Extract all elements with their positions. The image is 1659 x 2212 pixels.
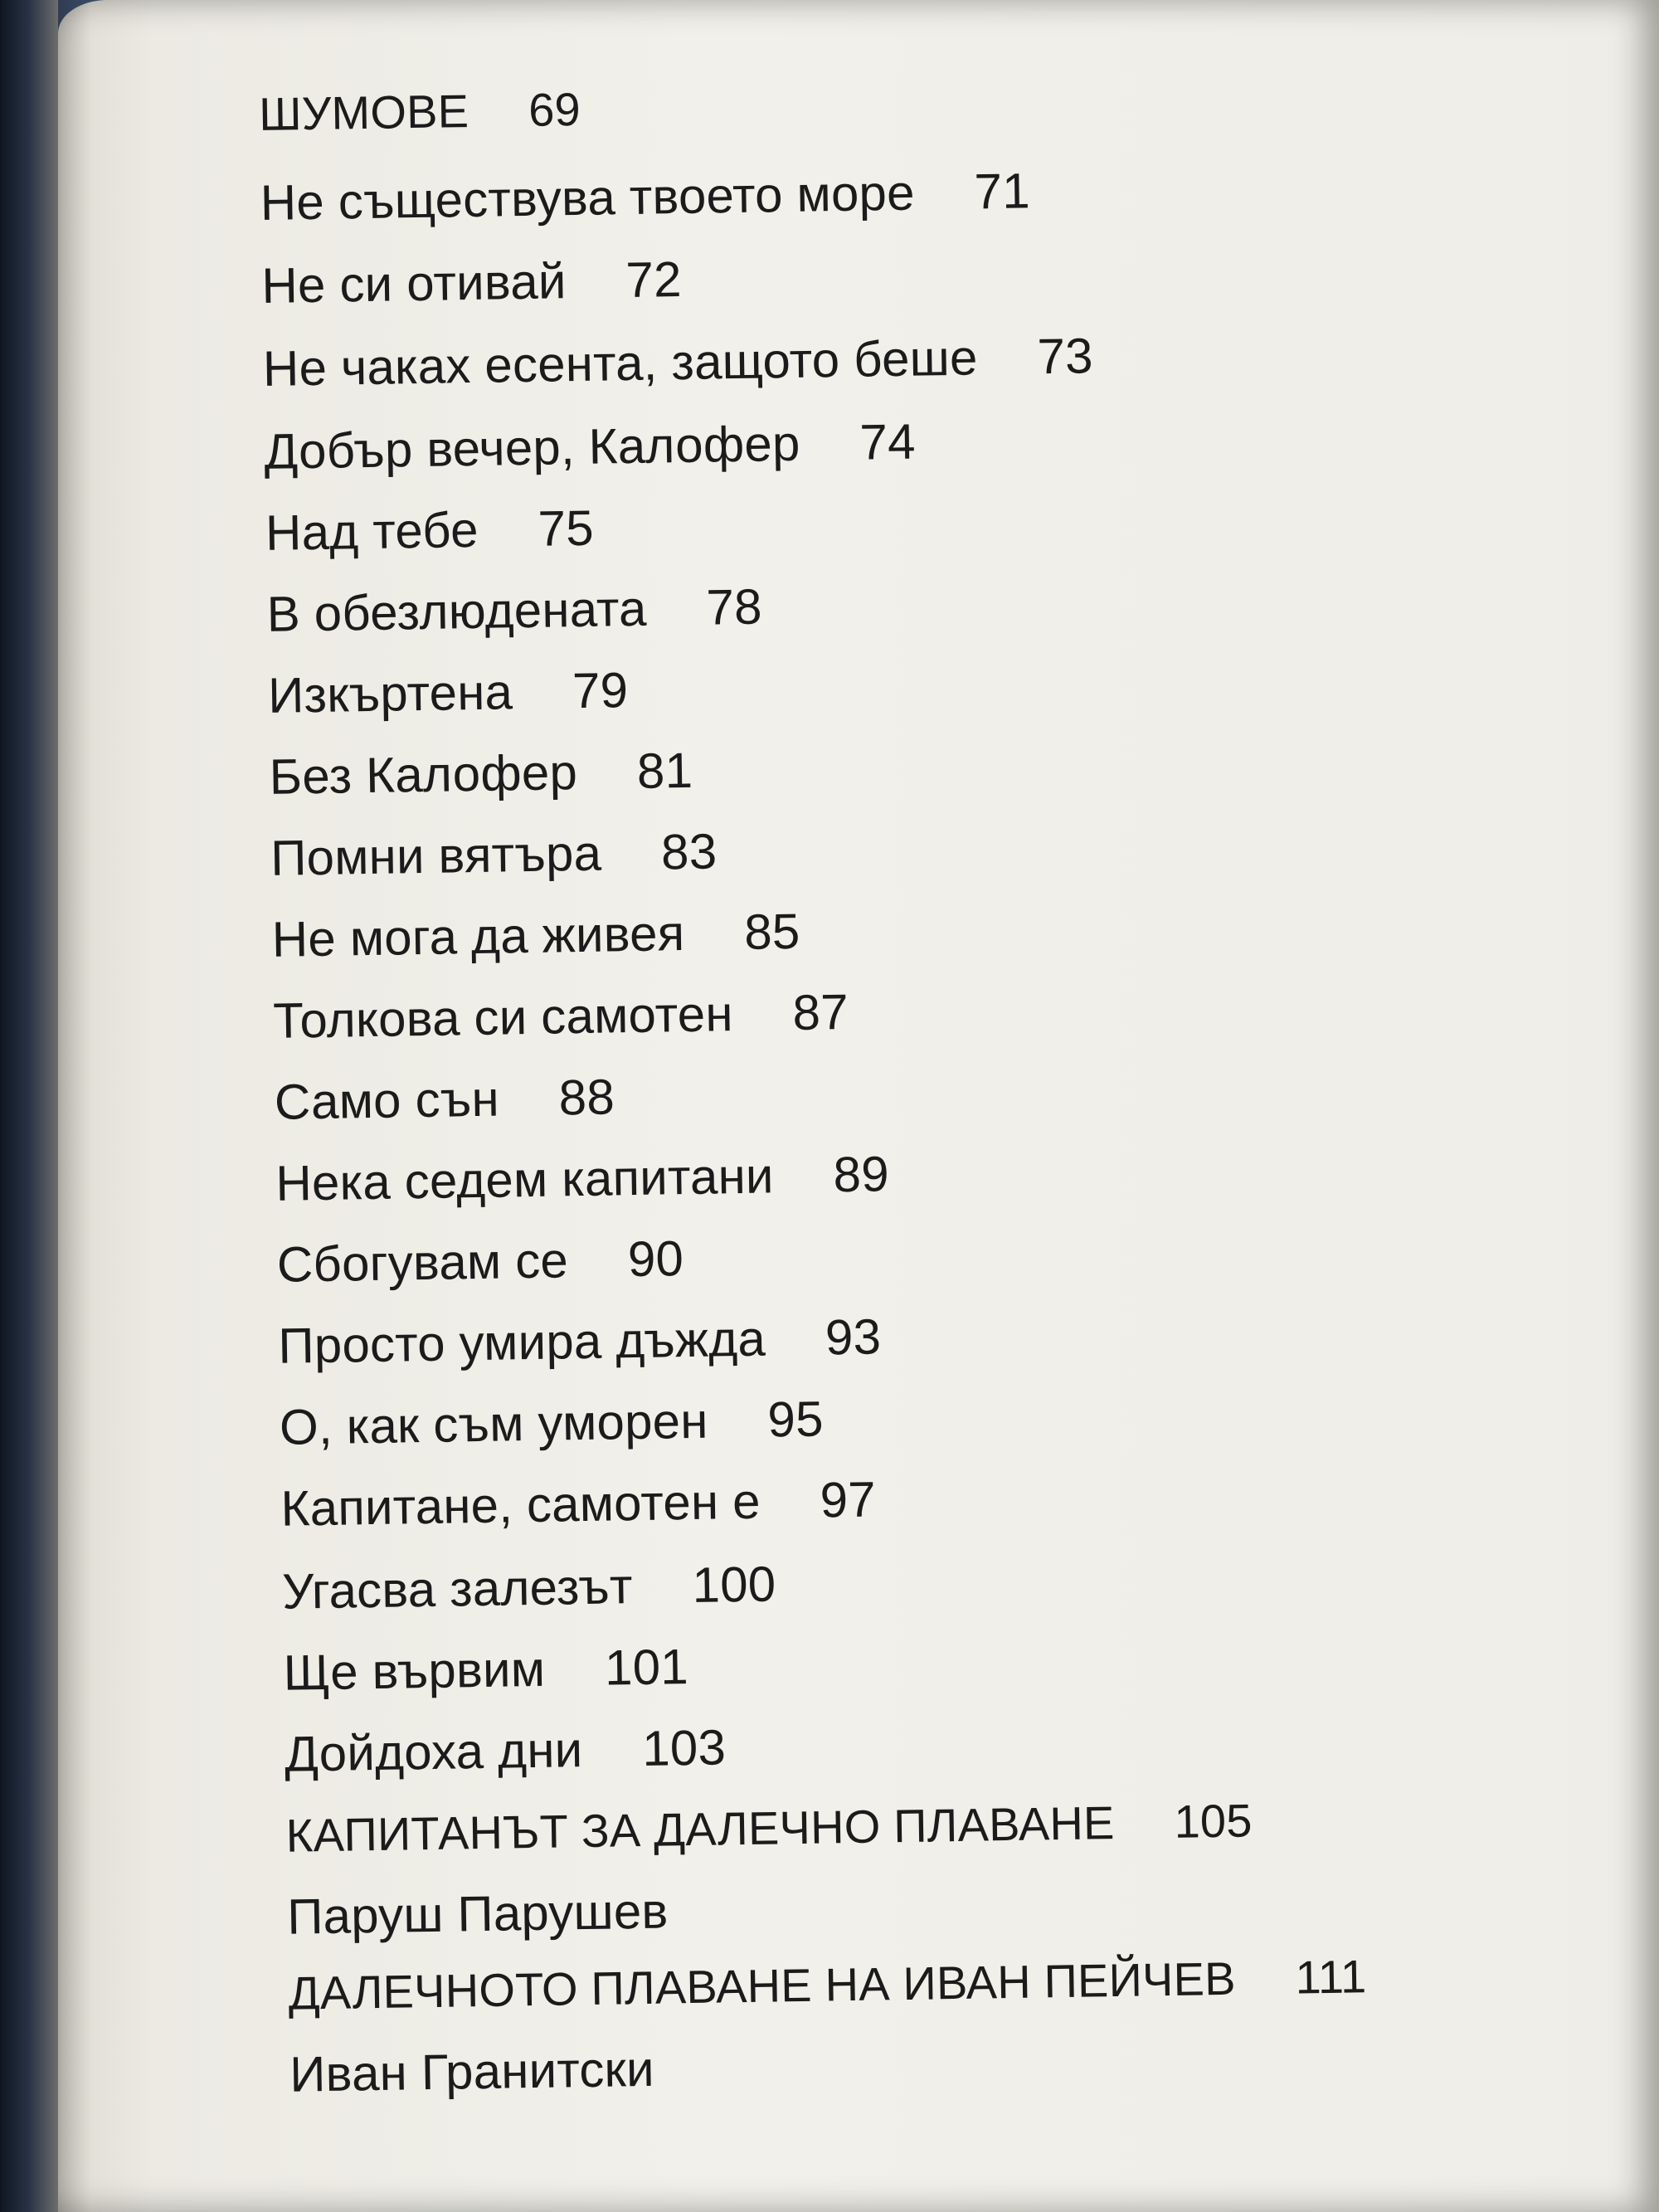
toc-entry-page: 74 bbox=[859, 413, 917, 470]
toc-entry-page: 95 bbox=[766, 1391, 825, 1448]
toc-entry-page: 83 bbox=[660, 823, 718, 880]
toc-entry bbox=[274, 1068, 615, 1130]
toc-entry-title: ШУМОВЕ bbox=[258, 85, 469, 140]
toc-entry-page: 103 bbox=[641, 1719, 727, 1776]
toc-entry bbox=[282, 1555, 776, 1620]
toc-entry bbox=[287, 1883, 669, 1946]
toc-entry-page: 88 bbox=[558, 1069, 615, 1126]
toc-entry-title: Дойдоха дни bbox=[284, 1722, 583, 1782]
toc-entry-title: Не си отивай bbox=[260, 253, 567, 314]
toc-entry bbox=[271, 903, 800, 968]
toc-entry bbox=[273, 983, 849, 1050]
toc-entry bbox=[270, 822, 718, 886]
book-spine-edge bbox=[0, 0, 58, 2212]
toc-entry-title: Паруш Парушев bbox=[286, 1883, 669, 1945]
toc-entry-title: Угасва залезът bbox=[281, 1558, 634, 1620]
toc-entry bbox=[261, 251, 682, 314]
toc-entry bbox=[264, 413, 916, 480]
toc-entry bbox=[266, 578, 762, 643]
toc-entry-title: Не чаках есента, защото беше bbox=[262, 329, 979, 397]
toc-entry-page: 81 bbox=[636, 742, 693, 799]
toc-entry-title: Изкъртена bbox=[267, 664, 513, 724]
toc-entry-page: 93 bbox=[825, 1308, 882, 1366]
toc-entry-title: Капитане, самотен е bbox=[280, 1473, 761, 1537]
toc-entry-title: В обезлюдената bbox=[266, 580, 647, 642]
toc-entry-page: 97 bbox=[820, 1471, 877, 1528]
toc-entry-title: Толкова си самотен bbox=[272, 986, 734, 1049]
toc-entry-title: Над тебе bbox=[265, 501, 479, 561]
toc-entry-title: О, как съм уморен bbox=[279, 1392, 709, 1455]
toc-entry-title: КАПИТАНЪТ ЗА ДАЛЕЧНО ПЛАВАНЕ bbox=[285, 1796, 1116, 1862]
toc-entry-page: 69 bbox=[528, 82, 581, 136]
toc-entry-title: Нека седем капитани bbox=[275, 1147, 775, 1211]
toc-entry-title: Без Калофер bbox=[269, 744, 578, 805]
toc-entry-page: 89 bbox=[833, 1146, 890, 1203]
toc-entry-page: 73 bbox=[1036, 328, 1094, 385]
toc-entry-title: Сбогувам се bbox=[276, 1232, 569, 1293]
toc-entry-title: Помни вятъра bbox=[270, 825, 602, 886]
toc-entry bbox=[278, 1308, 882, 1374]
toc-entry-title: Не съществува твоето море bbox=[260, 164, 916, 231]
toc-entry-page: 100 bbox=[692, 1556, 776, 1613]
toc-entry bbox=[268, 661, 629, 724]
toc-entry-page: 90 bbox=[627, 1230, 684, 1288]
toc-entry-title: Просто умира дъжда bbox=[277, 1310, 766, 1374]
toc-entry bbox=[265, 499, 595, 562]
toc-entry-title: Иван Гранитски bbox=[289, 2040, 655, 2102]
toc-entry bbox=[279, 1390, 824, 1455]
toc-entry bbox=[275, 1145, 889, 1212]
toc-entry-title: Добър вечер, Калофер bbox=[264, 415, 800, 480]
toc-entry bbox=[280, 1471, 876, 1537]
toc-entry-page: 111 bbox=[1295, 1950, 1367, 2004]
toc-entry bbox=[289, 2040, 654, 2103]
toc-entry bbox=[269, 742, 693, 806]
toc-entry-page: 78 bbox=[705, 578, 763, 636]
toc-entry-title: Не мога да живея bbox=[271, 905, 685, 967]
toc-entry-page: 85 bbox=[743, 903, 800, 960]
toc-entry-title: Ще вървим bbox=[283, 1640, 546, 1701]
toc-entry-title: Само сън bbox=[274, 1070, 500, 1130]
toc-entry bbox=[283, 1638, 688, 1702]
page-gutter-shadow bbox=[58, 0, 91, 2212]
toc-entry-page: 105 bbox=[1174, 1794, 1253, 1848]
toc-entry-page: 79 bbox=[572, 662, 629, 719]
toc-entry-page: 87 bbox=[792, 983, 849, 1041]
toc-entry-title: ДАЛЕЧНОТО ПЛАВАНЕ НА ИВАН ПЕЙЧЕВ bbox=[288, 1951, 1237, 2020]
toc-entry bbox=[260, 162, 1030, 231]
toc-entry-page: 101 bbox=[604, 1639, 689, 1696]
toc-entry bbox=[276, 1230, 684, 1294]
toc-entry-page: 72 bbox=[625, 251, 683, 309]
toc-entry bbox=[285, 1718, 727, 1782]
toc-entry bbox=[259, 82, 581, 141]
toc-entry-page: 75 bbox=[538, 499, 595, 557]
toc-entry-page: 71 bbox=[974, 163, 1031, 220]
